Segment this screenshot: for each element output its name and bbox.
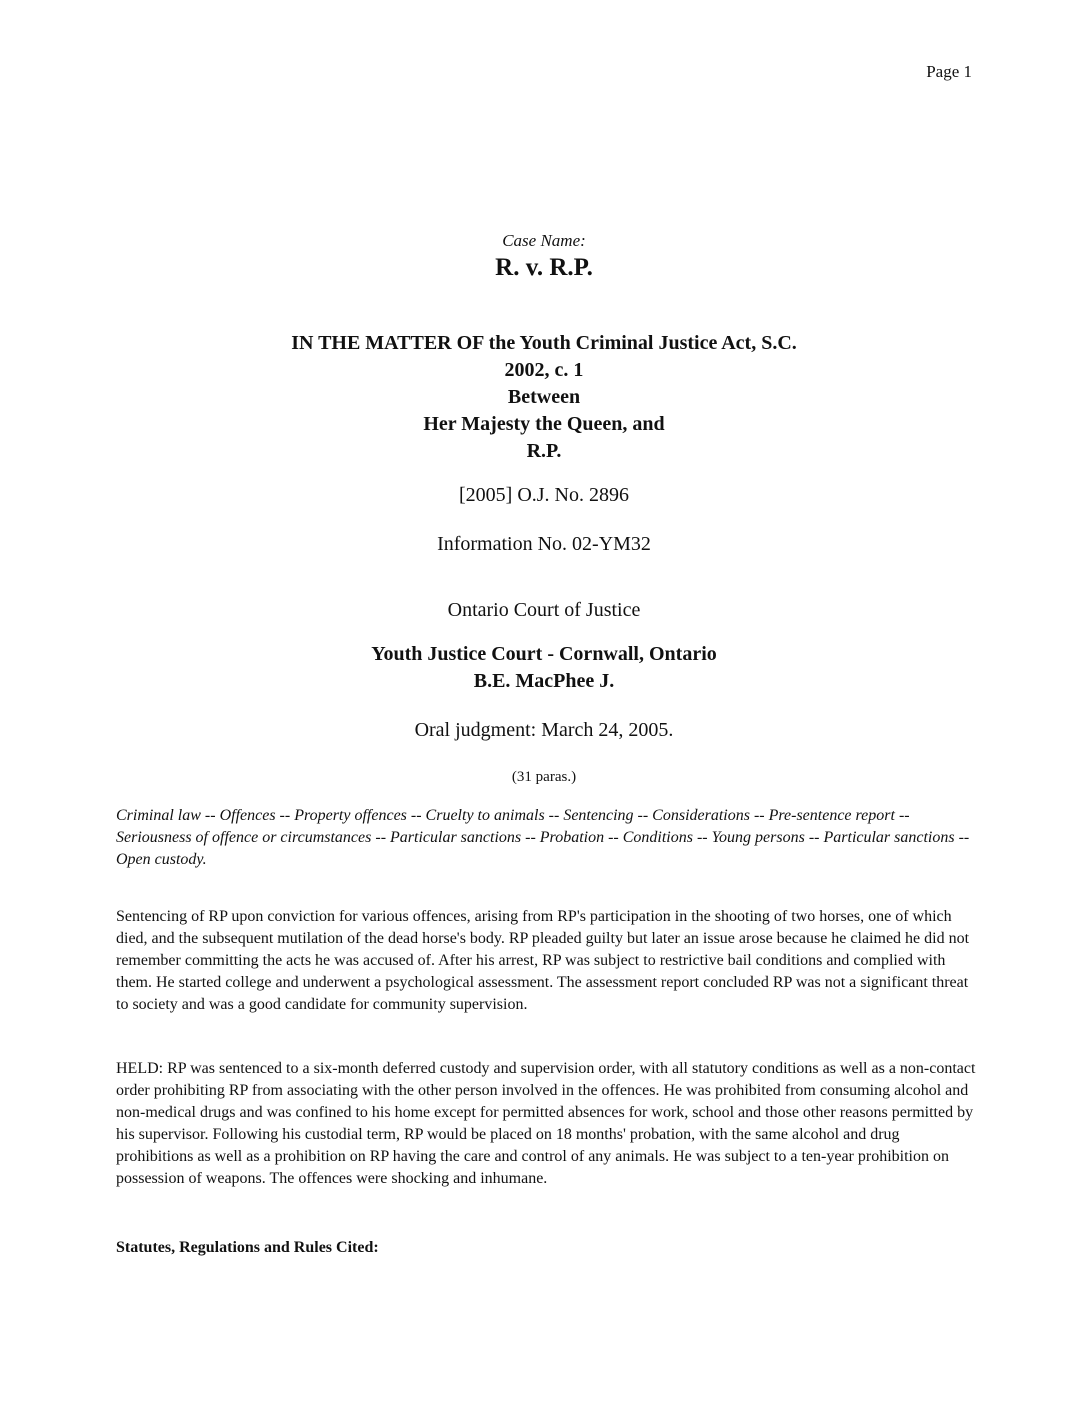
statutes-heading: Statutes, Regulations and Rules Cited:: [116, 1239, 379, 1256]
case-name: R. v. R.P.: [495, 254, 593, 281]
matter-block: [0, 330, 1088, 465]
matter-line: 2002, c. 1: [504, 359, 584, 381]
judge-name: B.E. MacPhee J.: [473, 670, 615, 692]
citation: [2005] O.J. No. 2896: [459, 484, 629, 506]
matter-line: R.P.: [526, 440, 562, 462]
judgment-date: Oral judgment: March 24, 2005.: [414, 719, 674, 741]
summary-paragraph: Sentencing of RP upon conviction for various offences, arising from RP's participation in the shooting of two horses, one of which died, and the subsequent mutilation of the dead horse's body. RP pleaded guilty but later an issue arose because he claimed he did not remember committing the acts he was accused of. After his arrest, RP was subject to restrictive bail conditions and complied with them. He started college and underwent a psychological assessment. The assessment report concluded RP was not a significant threat to society and was a good candidate for community supervision.: [116, 908, 970, 1013]
keywords: Criminal law -- Offences -- Property offences -- Cruelty to animals -- Sentencing -- Considerations -- Pre-sentence report -- Seriousness of offence or circumstances -- Particular sanctions -- Probation -- Conditions -- Young persons -- Particular sanctions -- Open custody.: [116, 807, 970, 868]
information-number: Information No. 02-YM32: [437, 533, 651, 555]
matter-line: Between: [507, 386, 581, 408]
paragraph-count: (31 paras.): [511, 769, 577, 785]
held-paragraph: HELD: RP was sentenced to a six-month deferred custody and supervision order, with all statutory conditions as well as a non-contact order prohibiting RP from associating with the other person involved in the offences. He was prohibited from consuming alcohol and non-medical drugs and was confined to his home except for permitted absences for work, school and those other reasons permitted by his supervisor. Following his custodial term, RP would be placed on 18 months' probation, with the same alcohol and drug prohibitions as well as a prohibition on RP having the care and control of any animals. He was subject to a ten-year prohibition on possession of weapons. The offences were shocking and inhumane.: [116, 1060, 976, 1187]
court-division: [0, 641, 1088, 695]
case-name-label: Case Name:: [502, 231, 586, 250]
matter-line: Her Majesty the Queen, and: [423, 413, 665, 435]
court-location: Youth Justice Court - Cornwall, Ontario: [371, 643, 717, 665]
court-name: Ontario Court of Justice: [447, 599, 641, 621]
matter-line: IN THE MATTER OF the Youth Criminal Justice Act, S.C.: [291, 332, 797, 354]
page-number: Page 1: [926, 62, 972, 81]
